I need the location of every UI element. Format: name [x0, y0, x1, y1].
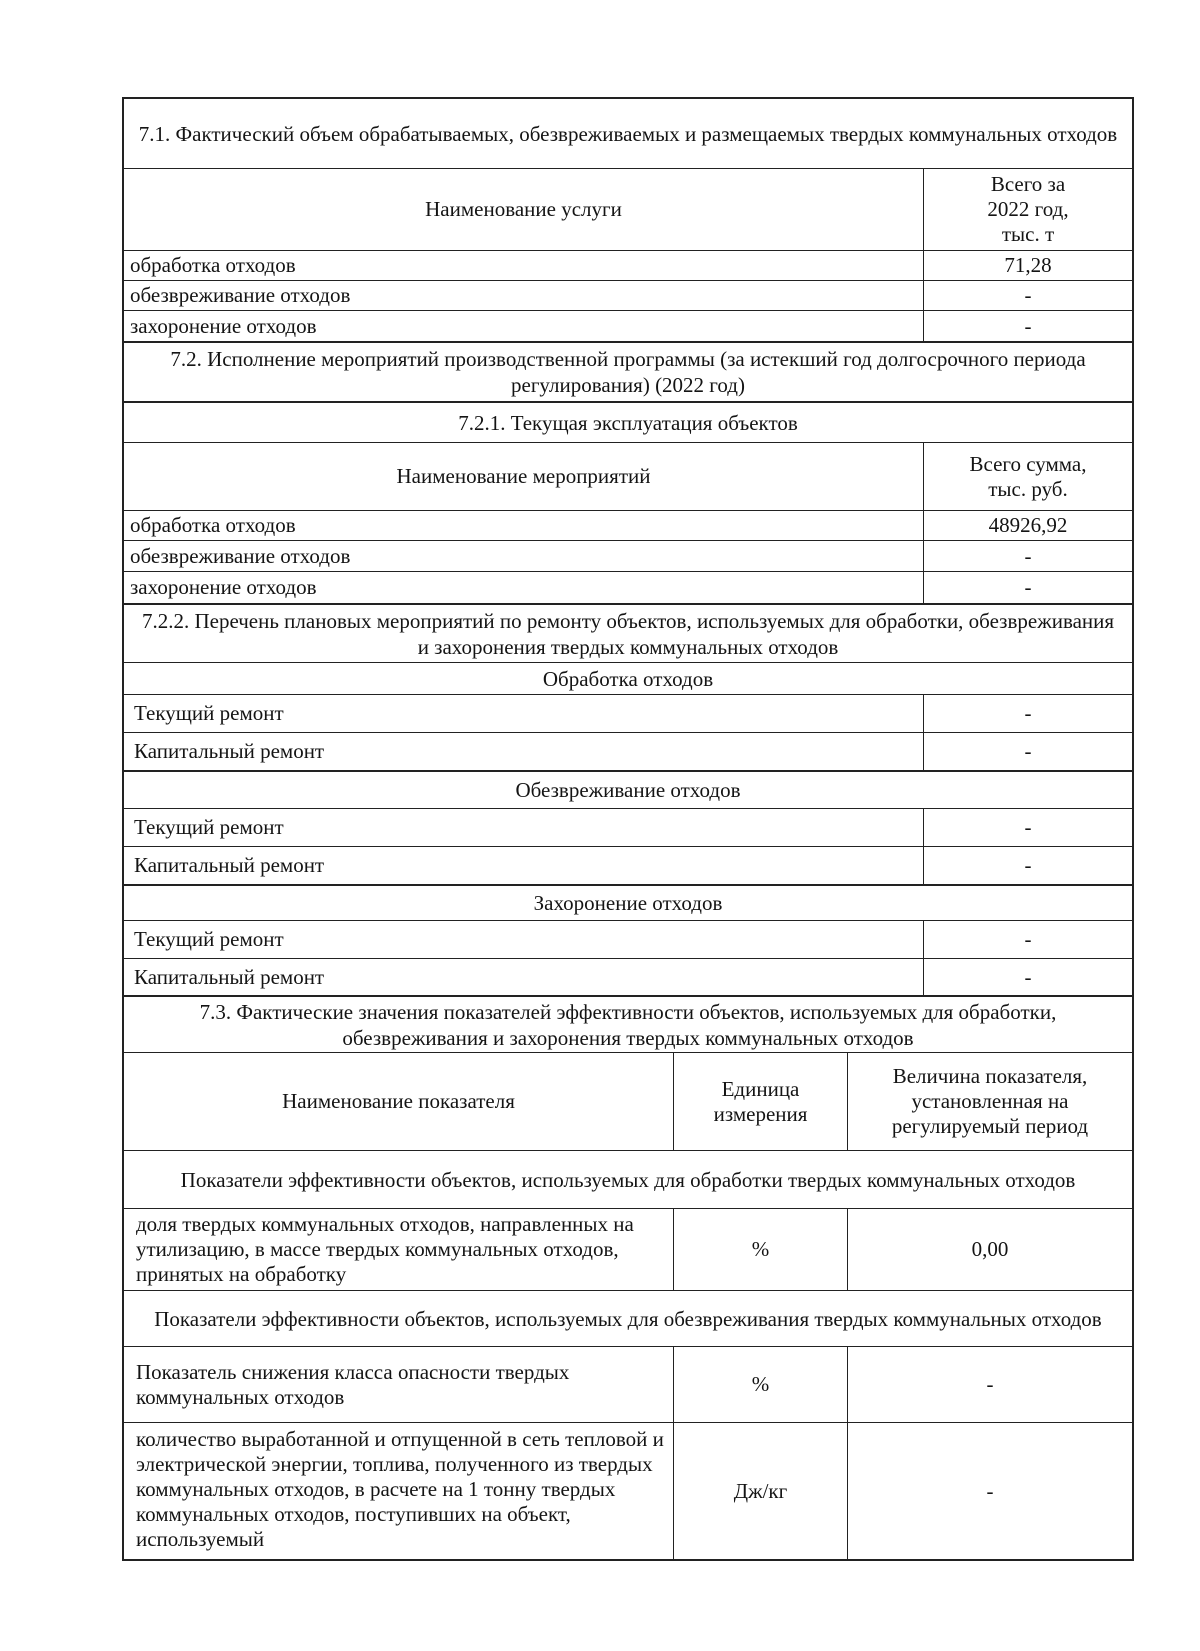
column-header-value: Величина показателя, установленная на регулируемый период [891, 1064, 1089, 1138]
row-name: Текущий ремонт [124, 695, 924, 732]
group-title: Показатели эффективности объектов, используемых для обработки твердых коммунальных отходов [124, 1151, 1132, 1209]
document-table [122, 97, 1134, 1561]
row-value: - [1024, 575, 1032, 599]
column-header-service: Наименование услуги [124, 169, 924, 250]
table-row [124, 251, 1132, 281]
row-name: обезвреживание отходов [124, 281, 924, 310]
group-title: Обезвреживание отходов [124, 771, 1132, 809]
row-value: 71,28 [1004, 253, 1052, 277]
column-header-unit: Единица измерения [674, 1053, 848, 1150]
row-unit: % [674, 1347, 848, 1422]
table-row [124, 847, 1132, 885]
row-name: обезвреживание отходов [124, 541, 924, 571]
row-name: захоронение отходов [124, 311, 924, 341]
section-7-2-2 [122, 605, 1134, 997]
row-value: - [1024, 701, 1032, 725]
table-header-row [124, 169, 1132, 251]
row-value: - [1024, 313, 1032, 338]
table-row [124, 695, 1132, 733]
row-name: Капитальный ремонт [124, 733, 924, 770]
row-unit: % [674, 1209, 848, 1290]
column-header-total-sum: Всего сумма, тыс. руб. [969, 451, 1087, 501]
group-title: Захоронение отходов [124, 885, 1132, 921]
row-name: доля твердых коммунальных отходов, направленных на утилизацию, в массе твердых коммунальных отходов, принятых на обработку [124, 1209, 674, 1290]
table-row [124, 1209, 1132, 1291]
row-name: Показатель снижения класса опасности твердых коммунальных отходов [124, 1347, 674, 1422]
row-value: 48926,92 [988, 513, 1068, 537]
row-unit: Дж/кг [674, 1423, 848, 1559]
section-7-1 [122, 97, 1134, 343]
row-value: - [1024, 964, 1032, 989]
row-name: Текущий ремонт [124, 921, 924, 958]
table-row [124, 541, 1132, 572]
row-value: - [1024, 283, 1032, 307]
section-7-2-1 [122, 403, 1134, 605]
row-name: Текущий ремонт [124, 809, 924, 846]
group-title: Обработка отходов [124, 663, 1132, 695]
section-7-1-title: 7.1. Фактический объем обрабатываемых, обезвреживаемых и размещаемых твердых коммунальных отходов [124, 99, 1132, 169]
table-row [124, 809, 1132, 847]
group-title: Показатели эффективности объектов, используемых для обезвреживания твердых коммунальных отходов [124, 1291, 1132, 1347]
table-row [124, 281, 1132, 311]
table-header-row [124, 1053, 1132, 1151]
table-row [124, 511, 1132, 541]
table-row [124, 311, 1132, 341]
section-7-2-2-title: 7.2.2. Перечень плановых мероприятий по ремонту объектов, используемых для обработки, обезвреживания и захоронения твердых коммунальных отходов [124, 605, 1132, 663]
table-row [124, 959, 1132, 995]
table-row [124, 1347, 1132, 1423]
row-name: обработка отходов [124, 511, 924, 540]
table-row [124, 921, 1132, 959]
section-7-3-title: 7.3. Фактические значения показателей эффективности объектов, используемых для обработки, обезвреживания и захоронения твердых коммунальных отходов [124, 997, 1132, 1053]
row-name: обработка отходов [124, 251, 924, 280]
row-value: 0,00 [971, 1237, 1009, 1261]
column-header-activity: Наименование мероприятий [124, 443, 924, 510]
section-7-2-title: 7.2. Исполнение мероприятий производственной программы (за истекший год долгосрочного периода регулирования) (2022 год) [170, 347, 1086, 397]
row-value: - [1024, 739, 1032, 763]
column-header-total: Всего за 2022 год, тыс. т [987, 172, 1069, 246]
row-value: - [1024, 927, 1032, 951]
row-value: - [986, 1372, 994, 1396]
row-value: - [1024, 543, 1032, 568]
row-name: Капитальный ремонт [124, 847, 924, 884]
row-value: - [1024, 853, 1032, 877]
table-row [124, 733, 1132, 771]
row-value: - [986, 1478, 994, 1503]
section-7-3 [122, 997, 1134, 1561]
row-value: - [1024, 815, 1032, 839]
table-row [124, 572, 1132, 603]
section-7-2-1-title: 7.2.1. Текущая эксплуатация объектов [124, 403, 1132, 443]
table-header-row [124, 443, 1132, 511]
column-header-indicator: Наименование показателя [124, 1053, 674, 1150]
section-7-2 [122, 343, 1134, 403]
row-name: Капитальный ремонт [124, 959, 924, 995]
row-name: количество выработанной и отпущенной в сеть тепловой и электрической энергии, топлива, полученного из твердых коммунальных отходов, в расчете на 1 тонну твердых коммунальных отходов, поступивших на объект, используемый [124, 1423, 674, 1559]
row-name: захоронение отходов [124, 572, 924, 603]
table-row [124, 1423, 1132, 1559]
